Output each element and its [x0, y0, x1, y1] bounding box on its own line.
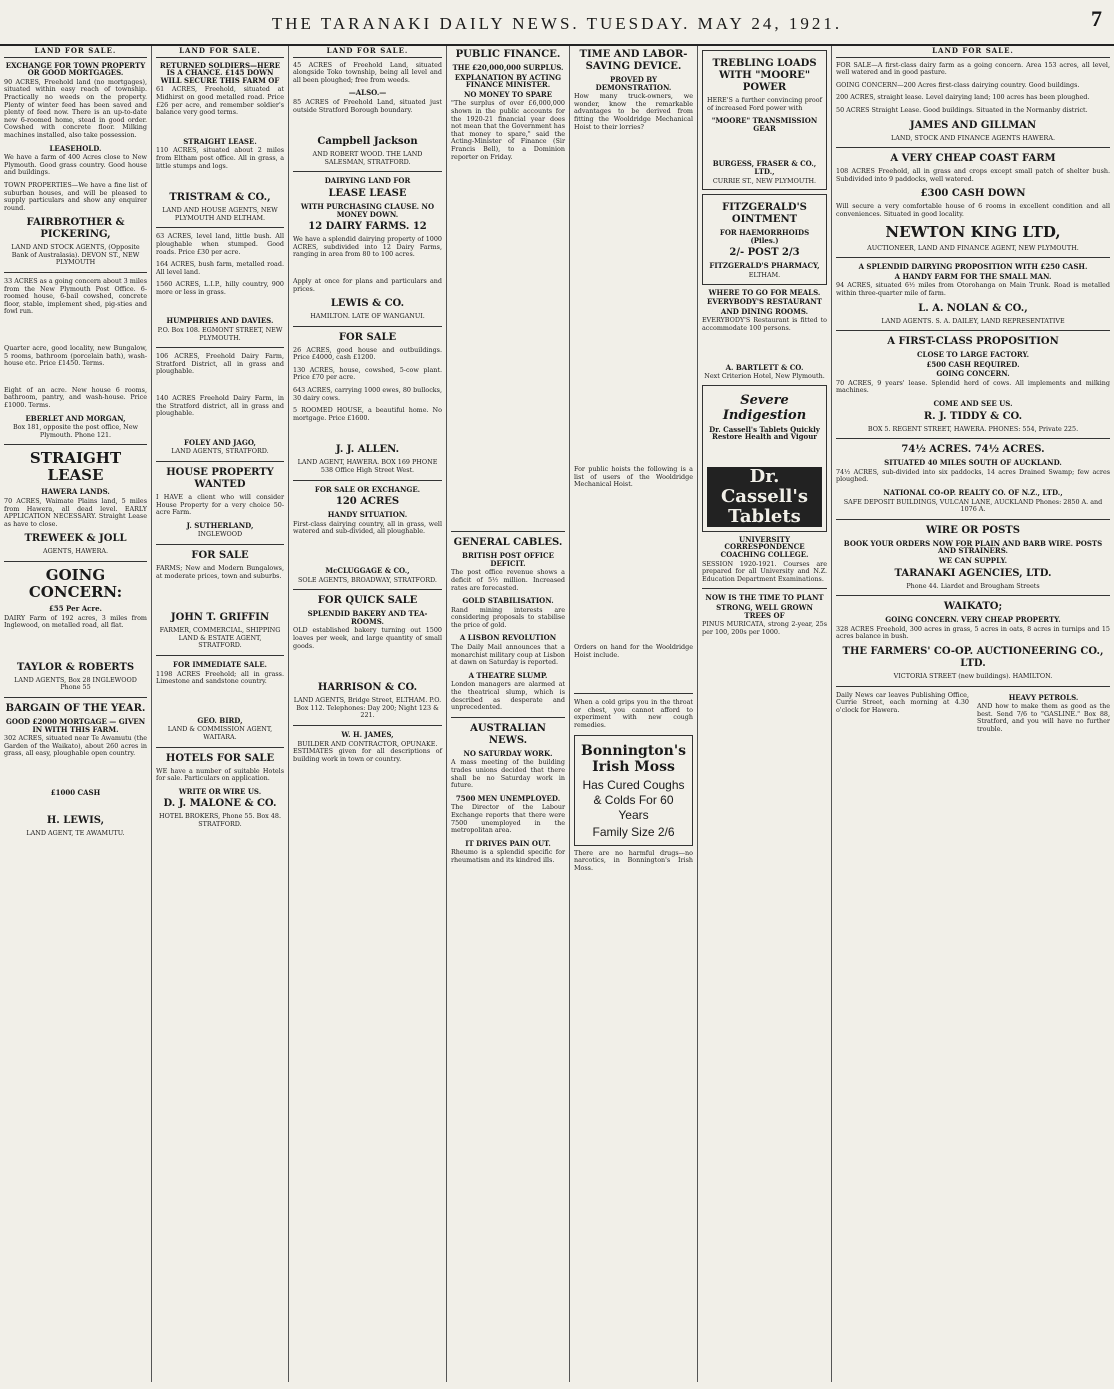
article-subhead: GOLD STABILISATION. — [462, 596, 554, 606]
ad-text: 90 ACRES, Freehold land (no mortgages), situated within easy reach of township. Practically no weeds on the property. Plenty of winter feed has been saved and plenty of feed now. There is an up-to-date new 6-roomed home, stead in good order. Cowshed with concrete floor. Milking machines installed, also take possession. — [4, 77, 147, 139]
ad-text: 5 ROOMED HOUSE, a beautiful home. No mortgage. Price £1600. — [293, 406, 442, 422]
article-body: The Director of the Labour Exchange reports that there were 7500 unemployed in the metropolitan area. — [451, 803, 565, 835]
ad-text: 70 ACRES, Waimate Plains land, 5 miles from Hawera, all dead level. EARLY APPLICATION NECESSARY. Straight Lease as have to close. — [4, 496, 147, 528]
agent-address: LAND AGENTS, Bridge Street, ELTHAM. P.O. Box 112. Telephones: Day 200; Night 123 & 221. — [293, 696, 442, 720]
ad-text: Quarter acre, good locality, new Bungalow, 5 rooms, bathroom (porcelain bath), wash-house etc. Price £1450. Terms. — [4, 344, 147, 368]
section-header: LAND FOR SALE. — [156, 46, 284, 58]
newspaper-title: THE TARANAKI DAILY NEWS. TUESDAY. MAY 24, 1921. — [271, 14, 843, 33]
ad-subheading: COME AND SEE US. — [933, 399, 1013, 409]
ad-subheading: "MOORE" TRANSMISSION GEAR — [711, 116, 818, 133]
agent-name: L. A. NOLAN & CO., — [918, 302, 1028, 314]
ad-subheading: Dr. Cassell's Tablets Quickly Restore Health and Vigour — [709, 424, 820, 442]
divider — [574, 693, 693, 694]
agent-address: LAND AGENTS, Box 28 INGLEWOOD Phone 55 — [14, 675, 137, 692]
agent-address: LAND AND STOCK AGENTS, (Opposite Bank of Australasia). DEVON ST., NEW PLYMOUTH — [11, 243, 140, 267]
column-4 — [447, 46, 570, 1382]
ad-text: 45 ACRES of Freehold Land, situated alongside Toko township, being all level and all been ploughed; free from weeds. — [293, 60, 442, 84]
agent-address: VICTORIA STREET (new buildings). HAMILTON. — [893, 671, 1053, 680]
divider — [836, 330, 1110, 331]
ad-heading: RETURNED SOLDIERS—HERE IS A CHANCE. £145 DOWN WILL SECURE THIS FARM OF — [159, 60, 281, 85]
brand-name: Bonnington's Irish Moss — [581, 742, 686, 775]
ad-title: LEASE LEASE — [328, 187, 407, 199]
agent-name: McCLUGGAGE & CO., — [325, 566, 410, 575]
agent-name: J. J. ALLEN. — [335, 444, 400, 456]
agent-name: NEWTON KING LTD, — [885, 222, 1061, 241]
ad-subheading: WITH PURCHASING CLAUSE. NO MONEY DOWN. — [300, 201, 435, 219]
divider — [293, 171, 442, 172]
ad-text: ESTIMATES given for all descriptions of building work in town or country. — [293, 747, 442, 763]
ad-subheading: SPLENDID BAKERY AND TEA-ROOMS. — [307, 609, 428, 626]
ad-text: 106 ACRES, Freehold Dairy Farm, Stratford District, all in grass and ploughable. — [156, 352, 284, 376]
article-body: The post office revenue shows a deficit of 5½ million. Increased rates are forecasted. — [451, 568, 565, 592]
divider — [702, 588, 827, 589]
divider — [4, 444, 147, 445]
ad-text: DAIRY Farm of 192 acres, 3 miles from Inglewood, on metalled road, all flat. — [4, 613, 147, 630]
agent-name: TREWEEK & JOLL — [24, 533, 127, 545]
heavy-petrols-ad — [977, 692, 1110, 739]
agent-address: CURRIE ST., NEW PLYMOUTH. — [712, 176, 817, 185]
column-5 — [570, 46, 698, 1382]
ad-subheading: LEASEHOLD. — [49, 143, 102, 153]
agent-address: LAND AGENT, HAWERA. BOX 169 PHONE 538 Office High Street West. — [297, 458, 438, 475]
article-body: For public hoists the following is a list of users of the Wooldridge Mechanical Hoist. — [574, 465, 693, 489]
article-headline: PUBLIC FINANCE. — [455, 49, 561, 60]
ad-text: 70 ACRES, 9 years' lease. Splendid herd of cows. All implements and milking machines. — [836, 378, 1110, 395]
agent-name: FOLEY AND JAGO, — [184, 437, 256, 447]
ad-text: 94 ACRES, situated 6½ miles from Otorohanga on Main Trunk. Road is metalled within three-quarter mile of farm. — [836, 281, 1110, 297]
article-subhead: NO MONEY TO SPARE — [463, 89, 553, 99]
ad-text: 108 ACRES Freehold, all in grass and crops except small patch of shelter bush. Subdivided into 9 paddocks, well watered. — [836, 167, 1110, 183]
column-1 — [0, 46, 152, 1382]
agent-address: SAFE DEPOSIT BUILDINGS, VULCAN LANE, AUCKLAND Phones: 2850 A. and 1076 A. — [843, 497, 1103, 514]
article-subhead: PROVED BY DEMONSTRATION. — [595, 75, 672, 92]
agent-name: FAIRBROTHER & PICKERING, — [26, 217, 125, 241]
ad-subheading: WE CAN SUPPLY. — [938, 556, 1008, 565]
bottom-ads — [836, 692, 1110, 739]
article-headline: GENERAL CABLES. — [453, 537, 563, 549]
ad-title: UNIVERSITY CORRESPONDENCE COACHING COLLEGE. — [720, 534, 809, 560]
agent-name: JOHN T. GRIFFIN — [170, 612, 270, 624]
ad-title: FITZGERALD'S OINTMENT — [722, 202, 807, 226]
divider — [293, 326, 442, 327]
divider — [156, 461, 284, 462]
ad-text: AND how to make them as good as the best. Send 7/6 to "GASLINE." Box 88, Stratford, and you will have no further trouble. — [977, 702, 1110, 733]
article-subhead: NO SATURDAY WORK. — [463, 748, 553, 758]
agent-name: FITZGERALD'S PHARMACY, — [709, 261, 820, 271]
ad-text: 61 ACRES, Freehold, situated at Midhirst on good metalled road. Price £26 per acre, and remember soldier's balance very good terms. — [156, 85, 284, 117]
ad-price: £55 Per Acre. — [49, 603, 102, 613]
divider — [836, 147, 1110, 148]
article-body: Rheumo is a splendid specific for rheumatism and its kindred ills. — [451, 848, 565, 864]
agent-name: BURGESS, FRASER & CO., LTD., — [712, 159, 817, 176]
agent-address: LAND AGENTS. S. A. DAILEY, LAND REPRESENTATIVE — [881, 316, 1065, 325]
agent-name: TARANAKI AGENCIES, LTD. — [894, 567, 1052, 579]
article-body: Orders on hand for the Wooldridge Hoist include. — [574, 642, 693, 659]
ad-subheading: SITUATED 40 MILES SOUTH OF AUCKLAND. — [884, 458, 1062, 468]
user-list — [574, 494, 693, 644]
ad-title: WAIKATO; — [943, 601, 1003, 613]
article-body: London managers are alarmed at the theatrical slump, which is described as desperate and unprecedented. — [451, 680, 565, 712]
ad-text: PINUS MURICATA, strong 2-year, 25s per 100, 200s per 1000. — [702, 620, 827, 636]
ad-text: When a cold grips you in the throat or chest, you cannot afford to experiment with new cough remedies. — [574, 698, 693, 729]
article-subhead: BRITISH POST OFFICE DEFICIT. — [462, 551, 554, 568]
ad-text: Apply at once for plans and particulars and prices. — [293, 276, 442, 293]
agent-name: H. LEWIS, — [46, 815, 105, 827]
article-subhead: A LISBON REVOLUTION — [459, 633, 557, 643]
ad-price: 2/- POST 2/3 — [729, 247, 800, 259]
column-6 — [698, 46, 832, 1382]
ad-text: We have a splendid dairying property of 1000 ACRES, subdivided into 12 Dairy Farms, ranging in area from 80 to 100 acres. — [293, 235, 442, 259]
ad-text: 63 ACRES, level land, little bush. All ploughable when stumped. Good roads. Price £30 per acre. — [156, 232, 284, 256]
agent-name: HUMPHRIES AND DAVIES. — [166, 316, 274, 326]
agent-address: AUCTIONEER, LAND AND FINANCE AGENT, NEW PLYMOUTH. — [867, 243, 1079, 252]
ad-text: Eight of an acre. New house 6 rooms, bathroom, pantry, and wash-house. Price £1000. Terms. — [4, 385, 147, 409]
ad-title: FOR SALE — [338, 331, 397, 343]
ad-text: There are no harmful drugs—no narcotics, in Bonnington's Irish Moss. — [574, 848, 693, 872]
agent-name: LEWIS & CO. — [330, 298, 405, 310]
agent-address: LAND AGENT, TE AWAMUTU. — [26, 829, 125, 838]
article-headline: AUSTRALIAN NEWS. — [470, 722, 546, 746]
article-body: Rand mining interests are considering proposals to stabilise the price of gold. — [451, 605, 565, 629]
column-3 — [289, 46, 447, 1382]
agent-address: LAND & COMMISSION AGENT, WAITARA. — [167, 725, 273, 741]
agent-address: LAND AND HOUSE AGENTS, NEW PLYMOUTH AND ELTHAM. — [162, 206, 278, 222]
article-body: The Daily Mail announces that a monarchist military coup at Lisbon at dawn on Saturday is reported. — [451, 643, 565, 667]
agent-address: LAND AGENTS, STRATFORD. — [171, 447, 269, 456]
divider — [836, 595, 1110, 596]
ad-subheading: GOING CONCERN. VERY CHEAP PROPERTY. — [885, 615, 1061, 625]
ad-title: TREBLING LOADS WITH "MOORE" POWER — [712, 58, 817, 93]
divider — [836, 519, 1110, 520]
ad-text: 200 ACRES, straight lease. Level dairying land; 100 acres has been ploughed. — [836, 93, 1090, 102]
agent-name: W. H. JAMES, — [341, 729, 394, 739]
ad-title: NOW IS THE TIME TO PLANT — [705, 593, 824, 603]
article-headline: TIME AND LABOR-SAVING DEVICE. — [579, 49, 688, 72]
ad-text: TOWN PROPERTIES—We have a fine list of suburban houses, and will be pleased to supply particulars and show any enquirer round. — [4, 180, 147, 212]
agent-name: D. J. MALONE & CO. — [163, 798, 277, 810]
divider — [156, 544, 284, 545]
column-2 — [152, 46, 289, 1382]
agent-name: THE FARMERS' CO-OP. AUCTIONEERING CO., LTD. — [842, 645, 1104, 669]
ad-text: 85 ACRES of Freehold Land, situated just outside Stratford Borough boundary. — [293, 97, 442, 114]
agent-address: AND ROBERT WOOD. THE LAND SALESMAN, STRATFORD. — [312, 150, 423, 166]
ad-title: STRAIGHT LEASE — [29, 449, 122, 485]
divider — [836, 438, 1110, 439]
ad-title: GOING CONCERN: — [28, 565, 123, 601]
divider — [836, 686, 1110, 687]
ad-title: Severe Indigestion — [722, 392, 807, 423]
agent-address: P.O. Box 108. EGMONT STREET, NEW PLYMOUTH. — [157, 326, 283, 342]
ad-subheading: FOR SALE OR EXCHANGE. — [314, 484, 421, 494]
agent-address: SOLE AGENTS, BROADWAY, STRATFORD. — [298, 575, 437, 584]
ad-subheading: GOOD £2000 MORTGAGE — GIVEN IN WITH THIS FARM. — [5, 716, 146, 734]
agent-name: A. BARTLETT & CO. — [725, 362, 804, 372]
ad-subheading: BOOK YOUR ORDERS NOW FOR PLAIN AND BARB WIRE. POSTS AND STRAINERS. — [843, 538, 1103, 556]
masthead — [0, 0, 1114, 46]
ad-text: 110 ACRES, situated about 2 miles from Eltham post office. All in grass, a little stumps and logs. — [156, 146, 284, 170]
ad-subheading: HAWERA LANDS. — [41, 487, 110, 497]
ad-title: HEAVY PETROLS. — [1008, 692, 1079, 702]
agent-address: Phone 44. Liardet and Brougham Streets — [906, 581, 1040, 590]
ad-text: Daily News car leaves Publishing Office, Currie Street, each morning at 4.30 o'clock for Hawera. — [836, 690, 969, 714]
ad-title: £300 CASH DOWN — [920, 188, 1026, 200]
ad-price: £1000 CASH — [50, 787, 101, 797]
agent-name: NATIONAL CO-OP. REALTY CO. OF N.Z., LTD., — [883, 488, 1063, 498]
article-subhead: THE £20,000,000 SURPLUS. — [452, 63, 564, 72]
ad-subheading: WRITE OR WIRE US. — [178, 786, 262, 796]
ad-text: 302 ACRES, situated near Te Awamutu (the Garden of the Waikato), about 260 acres in grass, all easy, ploughable open country. — [4, 734, 147, 758]
ad-subheading: WHERE TO GO FOR MEALS. — [708, 287, 821, 297]
ad-text: First-class dairying country, all in grass, well watered and sub-divided, all ploughable. — [293, 519, 442, 536]
column-7 — [832, 46, 1114, 1382]
agent-address: HAMILTON. LATE OF WANGANUI. — [310, 312, 425, 321]
ad-subheading: CLOSE TO LARGE FACTORY. — [916, 350, 1030, 360]
agent-name: R. J. TIDDY & CO. — [923, 410, 1023, 422]
divider — [156, 655, 284, 656]
agent-name: TRISTRAM & CO., — [169, 192, 271, 204]
brand-name: Dr. Cassell's Tablets — [707, 467, 822, 527]
ad-text: 140 ACRES Freehold Dairy Farm, in the Stratford district, all in grass and ploughable. — [156, 394, 284, 418]
bonningtons-ad — [574, 735, 693, 846]
article-body: "The surplus of over £6,000,000 shown in the public accounts for the 1920-21 financial year does not mean that the Government has that money to spare," said the Acting-Minister of Finance (Sir Francis Bell), to a Dominion reporter on Friday. — [451, 99, 565, 161]
divider — [4, 697, 147, 698]
cassells-tablets-ad — [702, 385, 827, 532]
divider — [156, 347, 284, 348]
agent-name: Campbell Jackson — [317, 136, 418, 148]
fitzgerald-ointment-ad — [702, 194, 827, 284]
ad-heading: EXCHANGE FOR TOWN PROPERTY OR GOOD MORTGAGES. — [5, 60, 146, 78]
ad-subheading: FOR HAEMORRHOIDS (Piles.) — [719, 228, 810, 245]
agent-address: ELTHAM. — [748, 270, 781, 279]
ad-subheading: STRAIGHT LEASE. — [183, 136, 257, 146]
agent-address: LAND, STOCK AND FINANCE AGENTS HAWERA. — [891, 133, 1055, 142]
section-header: LAND FOR SALE. — [4, 46, 147, 58]
ad-subheading: —ALSO.— — [348, 88, 387, 98]
article-body: How many truck-owners, we wonder, know the remarkable advantages to be derived from fitting the Wooldridge Mechanical Hoist to their lorries? — [574, 92, 693, 131]
section-header: LAND FOR SALE. — [836, 46, 1110, 58]
page-number: 7 — [1091, 6, 1102, 31]
ad-subheading: FOR IMMEDIATE SALE. — [173, 659, 267, 669]
divider — [451, 717, 565, 718]
agent-name: J. SUTHERLAND, — [186, 520, 254, 530]
ad-text: HERE'S a further convincing proof of increased Ford power with — [707, 96, 822, 112]
article-subhead: IT DRIVES PAIN OUT. — [465, 838, 551, 848]
article-continued-text — [574, 136, 693, 466]
ad-tagline: Has Cured Coughs & Colds For 60 Years — [582, 777, 685, 822]
ad-title: FOR SALE — [191, 549, 249, 561]
ad-text: We have a farm of 400 Acres close to New Plymouth. Good grass country. Good house and buildings. — [4, 153, 147, 177]
ad-price: Family Size 2/6 — [592, 824, 675, 839]
agent-address: Box 181, opposite the post office, New Plymouth. Phone 121. — [12, 423, 139, 439]
ad-subheading: STRONG, WELL GROWN TREES OF — [716, 603, 813, 620]
ad-title: 120 ACRES — [335, 496, 400, 508]
ad-text: I HAVE a client who will consider House Property for a very choice 50-acre Farm. — [156, 493, 284, 517]
divider — [293, 589, 442, 590]
ad-title: A FIRST-CLASS PROPOSITION — [887, 336, 1059, 348]
ad-subheading: £500 CASH REQUIRED. — [926, 359, 1020, 369]
ad-title: BARGAIN OF THE YEAR. — [5, 702, 146, 714]
agent-address: BOX 5. REGENT STREET, HAWERA. PHONES: 554, Private 225. — [867, 424, 1079, 433]
ad-title: HOUSE PROPERTY WANTED — [166, 467, 274, 490]
ad-text: EVERYBODY'S Restaurant is fitted to accommodate 100 persons. — [702, 316, 827, 332]
divider — [4, 272, 147, 273]
divider — [451, 531, 565, 532]
agent-address: BUILDER AND CONTRACTOR, OPUNAKE. — [297, 739, 438, 748]
article-subhead: EXPLANATION BY ACTING FINANCE MINISTER. — [454, 72, 562, 90]
ad-title: FOR QUICK SALE — [317, 595, 418, 607]
ad-title: A VERY CHEAP COAST FARM — [890, 153, 1056, 165]
ad-text: 328 ACRES Freehold, 300 acres in grass, 5 acres in oats, 8 acres in turnips and 15 acres balance in bush. — [836, 624, 1110, 641]
agent-address: AGENTS, HAWERA. — [42, 547, 109, 556]
agent-name: EBERLET AND MORGAN, — [25, 413, 126, 423]
ad-text: SESSION 1920-1921. Courses are prepared for all University and N.Z. Education Department Examinations. — [702, 559, 827, 583]
article-subhead: A THEATRE SLUMP. — [468, 670, 548, 680]
divider — [156, 227, 284, 228]
ad-title: WIRE OR POSTS — [926, 524, 1020, 536]
agent-name: HARRISON & CO. — [317, 682, 418, 694]
ad-title: 74½ ACRES. 74½ ACRES. — [901, 444, 1045, 456]
ad-text: Will secure a very comfortable house of 6 rooms in excellent condition and all conveniences. Situated in good locality. — [836, 202, 1110, 218]
ad-text: 33 ACRES as a going concern about 3 miles from the New Plymouth Post Office. 6-roomed house, 6-bail cowshed, concrete floor, stable, implement shed, pig-sties and fowl run. — [4, 277, 147, 316]
article-body: A mass meeting of the building trades unions decided that there shall be no Saturday work in future. — [451, 758, 565, 790]
section-header: LAND FOR SALE. — [293, 46, 442, 58]
divider — [836, 257, 1110, 258]
ad-title: A SPLENDID DAIRYING PROPOSITION WITH £250 CASH. — [858, 262, 1088, 272]
ad-text: 164 ACRES, bush farm, metalled road. All level land. — [156, 260, 284, 276]
agent-address: Next Criterion Hotel, New Plymouth. — [704, 372, 825, 381]
article-subhead: 7500 MEN UNEMPLOYED. — [455, 793, 561, 803]
ad-subheading: HANDY SITUATION. — [327, 510, 408, 520]
ad-text: 26 ACRES, good house and outbuildings. Price £4000, cash £1200. — [293, 345, 442, 362]
ad-text: 130 ACRES, house, cowshed, 5-cow plant. Price £70 per acre. — [293, 365, 442, 382]
ad-text: 50 ACRES Straight Lease. Good buildings. Situated in the Normanby district. — [836, 105, 1088, 114]
ad-text: 643 ACRES, carrying 1000 ewes, 80 bullocks, 30 dairy cows. — [293, 386, 442, 402]
ad-title: HOTELS FOR SALE — [165, 752, 275, 764]
ad-text: 74½ ACRES, sub-divided into six paddocks, 14 acres Drained Swamp; few acres ploughed. — [836, 467, 1110, 484]
divider — [293, 725, 442, 726]
divider — [4, 561, 147, 562]
page-columns — [0, 46, 1114, 1386]
agent-address: INGLEWOOD — [197, 530, 243, 539]
agent-name: GEO. BIRD, — [197, 715, 243, 725]
agent-name: JAMES AND GILLMAN — [909, 119, 1037, 131]
agent-name: TAYLOR & ROBERTS — [16, 661, 135, 673]
ad-subheading: A HANDY FARM FOR THE SMALL MAN. — [894, 271, 1052, 281]
agent-address: HOTEL BROKERS, Phone 55. Box 48. STRATFORD. — [159, 812, 281, 828]
ad-text: 1560 ACRES, L.I.P., hilly country, 900 more or less in grass. — [156, 280, 284, 296]
ad-text: WE have a number of suitable Hotels for sale. Particulars on application. — [156, 766, 284, 783]
ad-subheading: GOING CONCERN. — [936, 369, 1010, 379]
ad-text: FARMS; New and Modern Bungalows, at moderate prices, town and suburbs. — [156, 563, 284, 580]
ad-text: FOR SALE—A first-class dairy farm as a going concern. Area 153 acres, all level, well watered and in good pasture. — [836, 60, 1110, 77]
article-continued-text — [451, 166, 565, 526]
ad-title: EVERYBODY'S RESTAURANT — [707, 297, 822, 307]
moore-power-ad — [702, 50, 827, 190]
ad-text: 1198 ACRES Freehold; all in grass. Limestone and sandstone country. — [156, 669, 284, 686]
agent-address: FARMER, COMMERCIAL, SHIPPING LAND & ESTATE AGENT, STRATFORD. — [159, 626, 281, 650]
divider — [156, 747, 284, 748]
ad-title: 12 DAIRY FARMS. 12 — [308, 221, 427, 233]
ad-subheading: AND DINING ROOMS. — [720, 306, 809, 316]
ad-text: GOING CONCERN—200 Acres first-class dairying country. Good buildings. — [836, 80, 1080, 89]
ad-text: OLD established bakery turning out 1500 loaves per week, and large quantity of small goods. — [293, 626, 442, 650]
divider — [293, 480, 442, 481]
ad-subheading: DAIRYING LAND FOR — [324, 176, 411, 186]
